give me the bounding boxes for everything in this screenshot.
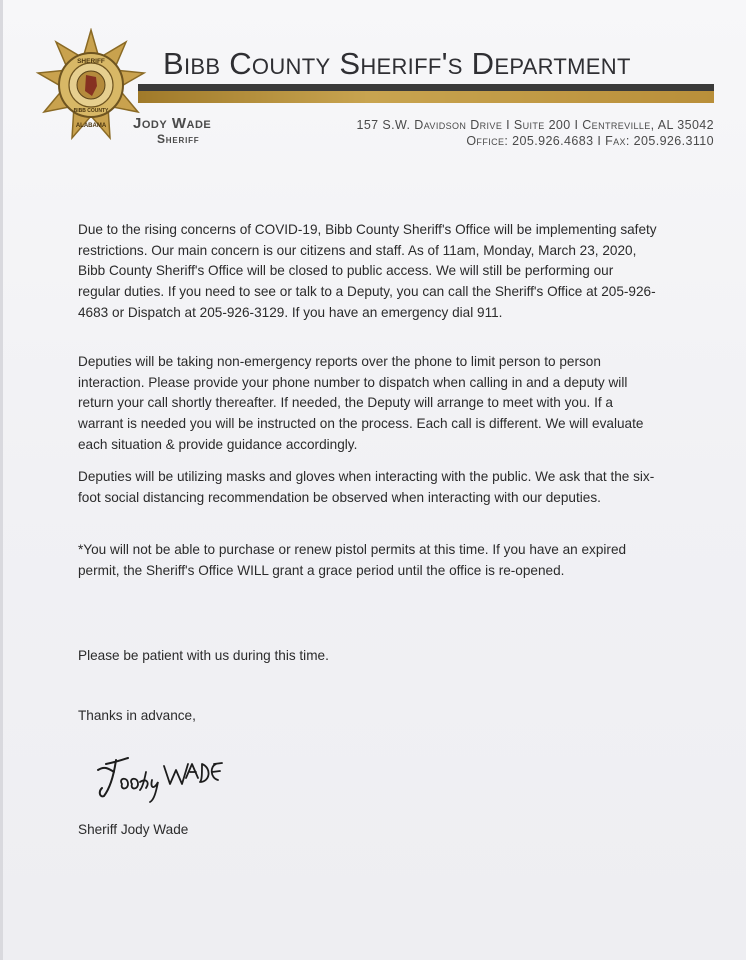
badge-text-bottom: ALABAMA	[75, 123, 107, 129]
paragraph-masks-distancing: Deputies will be utilizing masks and gloves when interacting with the public. We ask that the six-foot social distancing recommendation be observed when interacting with our deputies.	[78, 469, 655, 505]
office-phones: Office: 205.926.4683 I Fax: 205.926.3110	[466, 134, 714, 148]
badge-text-top: SHERIFF	[77, 58, 105, 65]
header-rule-black	[138, 84, 714, 91]
paragraph-pistol-permits: *You will not be able to purchase or renew pistol permits at this time. If you have an expired permit, the Sheriff's Office WILL grant a grace period until the office is re-opened.	[78, 542, 627, 578]
handwritten-signature	[94, 748, 244, 804]
sheriff-title: Sheriff	[157, 132, 200, 146]
paragraph-patience: Please be patient with us during this time.	[78, 648, 329, 663]
office-address: 157 S.W. Davidson Drive I Suite 200 I Centreville, AL 35042	[356, 118, 714, 132]
badge-text-middle: BIBB COUNTY	[73, 108, 109, 114]
paragraph-phone-reports: Deputies will be taking non-emergency reports over the phone to limit person to person interaction. Please provide your phone number to dispatch when calling in and a deputy will return your call shortly thereafter. If needed, the Deputy will arrange to meet with you. If a warrant is needed you will be instructed on the process. Each call is different. We will evaluate each situation & provide guidance accordingly.	[78, 354, 644, 452]
signoff-name: Sheriff Jody Wade	[78, 822, 189, 837]
header-rule-gold	[138, 91, 714, 103]
sheriff-name: Jody Wade	[133, 115, 212, 132]
closing-line: Thanks in advance,	[78, 708, 196, 723]
paragraph-closure-notice: Due to the rising concerns of COVID-19, Bibb County Sheriff's Office will be implementing safety restrictions. Our main concern is our citizens and staff. As of 11am, Monday, March 23, 2020, Bibb County Sheriff's Office will be closed to public access. We will still be performing our regular duties. If you need to see or talk to a Deputy, you can call the Sheriff's Office at 205-926-4683 or Dispatch at 205-926-3129. If you have an emergency dial 911.	[78, 222, 657, 320]
department-title: Bibb County Sheriff's Department	[163, 46, 631, 81]
sheriff-star-badge-icon	[34, 28, 148, 142]
page-edge	[0, 0, 3, 960]
